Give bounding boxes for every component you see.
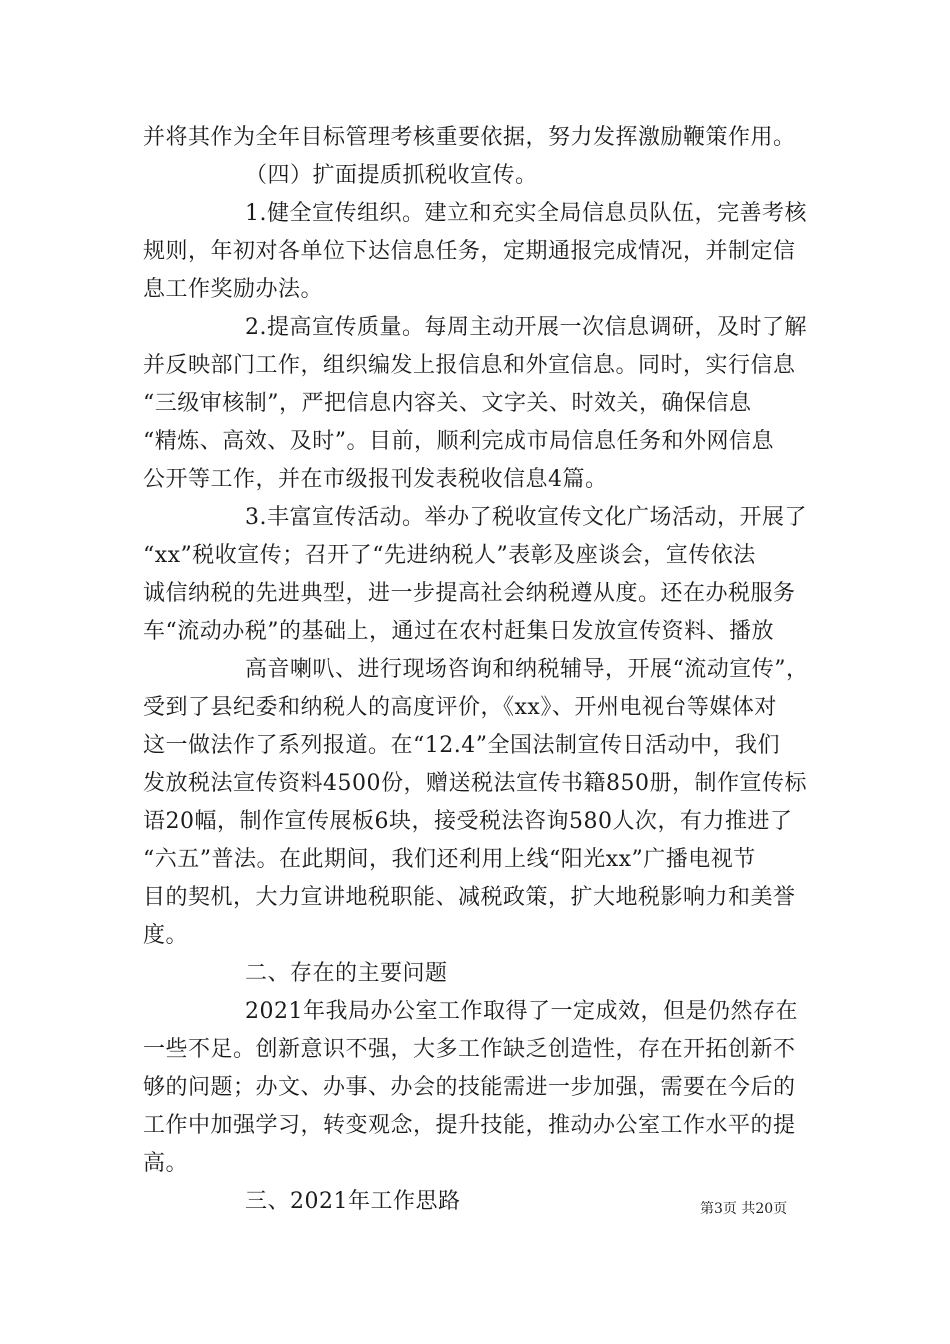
text-line: 诚信纳税的先进典型，进一步提高社会纳税遵从度。还在办税服务 bbox=[143, 581, 796, 606]
text-line: 并将其作为全年目标管理考核重要依据，努力发挥激励鞭策作用。 bbox=[143, 125, 796, 150]
text-line: 度。 bbox=[143, 923, 189, 948]
text-line: 发放税法宣传资料4500份，赠送税法宣传书籍850册，制作宣传标 bbox=[143, 771, 807, 796]
text-line: 3.丰富宣传活动。举办了税收宣传文化广场活动，开展了 bbox=[245, 505, 807, 530]
text-line: 息工作奖励办法。 bbox=[143, 277, 324, 302]
text-line: “三级审核制”，严把信息内容关、文字关、时效关，确保信息 bbox=[143, 391, 752, 416]
text-line: 高音喇叭、进行现场咨询和纳税辅导，开展“流动宣传”， bbox=[245, 657, 809, 682]
text-line: 受到了县纪委和纳税人的高度评价，《xx》、开州电视台等媒体对 bbox=[143, 695, 777, 720]
text-line: 高。 bbox=[143, 1151, 189, 1176]
text-line: 工作中加强学习，转变观念，提升技能，推动办公室工作水平的提 bbox=[143, 1113, 796, 1138]
text-line: 这一做法作了系列报道。在“12.4”全国法制宣传日活动中，我们 bbox=[143, 733, 780, 758]
text-line: 2.提高宣传质量。每周主动开展一次信息调研，及时了解 bbox=[245, 315, 807, 340]
text-line: 1.健全宣传组织。建立和充实全局信息员队伍，完善考核 bbox=[245, 201, 807, 226]
text-line: 2021年我局办公室工作取得了一定成效，但是仍然存在 bbox=[245, 999, 798, 1024]
text-line: 够的问题；办文、办事、办会的技能需进一步加强，需要在今后的 bbox=[143, 1075, 796, 1100]
text-line: 车“流动办税”的基础上，通过在农村赶集日发放宣传资料、播放 bbox=[143, 619, 774, 644]
text-line: 公开等工作，并在市级报刊发表税收信息4篇。 bbox=[143, 467, 608, 492]
text-line: “六五”普法。在此期间，我们还利用上线“阳光xx”广播电视节 bbox=[143, 847, 756, 872]
text-line: 语20幅，制作宣传展板6块，接受税法咨询580人次，有力推进了 bbox=[143, 809, 793, 834]
text-line: “精炼、高效、及时”。目前，顺利完成市局信息任务和外网信息 bbox=[143, 429, 774, 454]
text-line: 规则，年初对各单位下达信息任务，定期通报完成情况，并制定信 bbox=[143, 239, 796, 264]
text-line: “xx”税收宣传；召开了“先进纳税人”表彰及座谈会，宣传依法 bbox=[143, 543, 756, 568]
section-heading: 三、2021年工作思路 bbox=[245, 1189, 461, 1214]
text-line: 一些不足。创新意识不强，大多工作缺乏创造性，存在开拓创新不 bbox=[143, 1037, 796, 1062]
section-heading: 二、存在的主要问题 bbox=[245, 961, 448, 986]
text-line: 目的契机，大力宣讲地税职能、减税政策，扩大地税影响力和美誉 bbox=[143, 885, 796, 910]
text-line: 并反映部门工作，组织编发上报信息和外宣信息。同时，实行信息 bbox=[143, 353, 796, 378]
section-heading: （四）扩面提质抓税收宣传。 bbox=[245, 163, 538, 188]
page-number: 第3页 共20页 bbox=[700, 1201, 788, 1217]
